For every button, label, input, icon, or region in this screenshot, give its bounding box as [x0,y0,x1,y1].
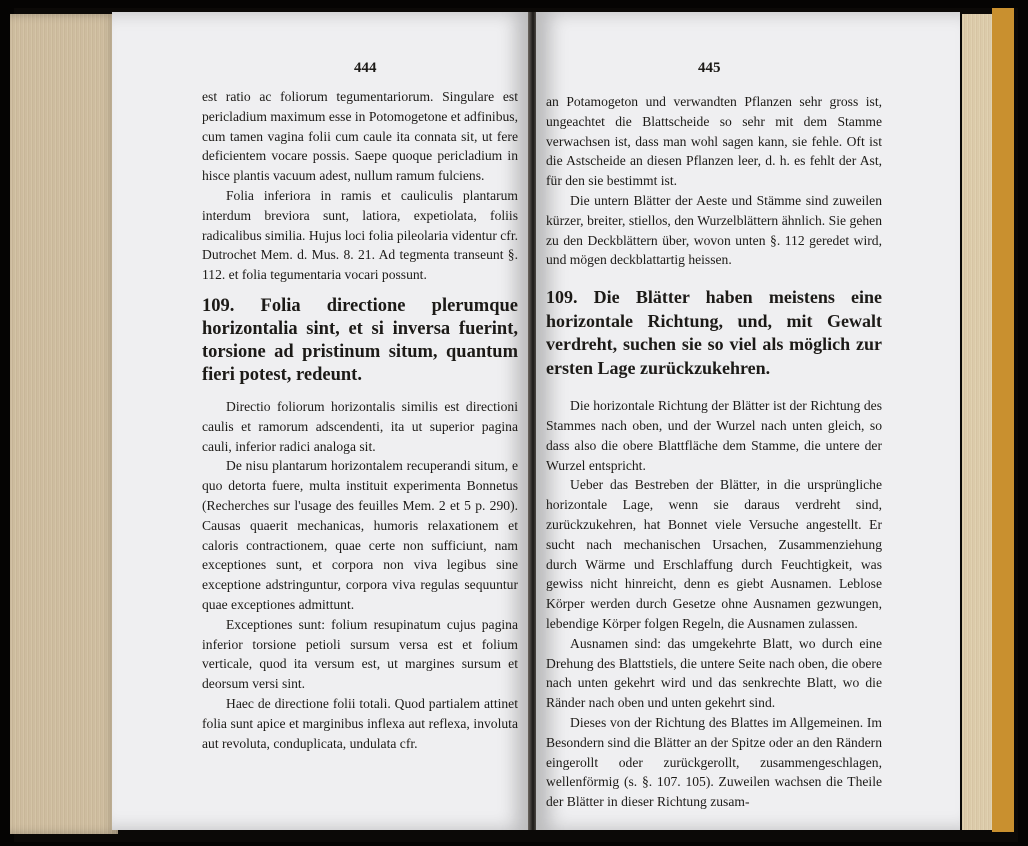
paragraph: est ratio ac foliorum tegumentariorum. Singulare est pericladium maximum esse in Potomogetone et adfinibus, cum tamen vagina folii cum caule ita connata sit, ut fere deficientem vocare possis. Saepe quoque pericladium in hisce plantis vacuum adest, nullum ramum fulciens. [202,89,518,184]
section-heading: 109. Die Blätter haben meistens eine horizontale Richtung, und, mit Gewalt verdreht, suchen sie so viel als möglich zur ersten Lage zurückzukehren. [546,287,882,378]
paragraph: Dieses von der Richtung des Blattes im Allgemeinen. Im Besondern sind die Blätter an der Spitze oder an den Rändern eingerollt oder zurückgerollt, zusammengeschlagen, wellenförmig (s. §. 107. 105). Zuweilen wachsen die Theile der Blätter in dieser Richtung zusam- [546,714,882,810]
paragraph: Exceptiones sunt: folium resupinatum cujus pagina inferior torsione petioli sursum versa est et folium verticale, quod ita versum est, ut margines sursum et deorsum versi sint. [202,616,518,692]
page-number: 445 [698,60,721,76]
paragraph: Folia inferiora in ramis et cauliculis plantarum interdum breviora sunt, latiora, expetiolata, foliis radicalibus similia. Hujus loci folia pileolaria videntur cfr. Dutrochet Mem. d. Mus. 8. 21. Ad tegmenta transeunt §. 112. et folia tegumentaria vocari possunt. [202,187,518,283]
paragraph: Die horizontale Richtung der Blätter ist der Richtung des Stammes nach oben, und der Wurzel nach unten gleich, so dass also die obere Blattfläche dem Stamme, die untere der Wurzel entspricht. [546,398,882,473]
right-page [536,12,960,830]
paragraph: Die untern Blätter der Aeste und Stämme sind zuweilen kürzer, breiter, stiellos, den Wurzelblättern ähnlich. Sie gehen zu den Deckblättern über, wovon unten §. 112 geredet wird, und mögen deckblattartig heissen. [546,192,882,268]
page-text [202,87,518,753]
paragraph: Haec de directione folii totali. Quod partialem attinet folia sunt apice et marginibus inflexa aut reflexa, involuta aut revoluta, conduplicata, undulata cfr. [202,695,518,751]
page-number: 444 [354,60,377,76]
page-edges-left [10,14,118,834]
paragraph: De nisu plantarum horizontalem recuperandi situm, e quo detorta fuere, multa instituit experimenta Bonnetus (Recherches sur l'usage des feuilles Mem. 2 et 5 p. 290). Causas quaerit mechanicas, humoris relaxationem et caloris contractionem, quae certe non sufficiunt, nam exceptiones sunt, et corpora non viva legibus sine exceptione adstringuntur, corpora viva regulas sequuntur quae exceptiones admittunt. [202,458,518,612]
left-page [112,12,530,830]
page-text [546,92,882,812]
paragraph: Ausnamen sind: das umgekehrte Blatt, wo durch eine Drehung des Blattstiels, die untere Seite nach oben, die obere nach unten gekehrt wird und das senkrechte Blatt, wo die Ränder nach oben und unten gekehrt sind. [546,635,882,711]
book-cover-right [992,8,1014,832]
paragraph: an Potamogeton und verwandten Pflanzen sehr gross ist, ungeachtet die Blattscheide so sehr mit dem Stamme verwachsen ist, dass man wohl sagen kann, sie fehle. Oft ist die Astscheide an diesen Pflanzen leer, d. h. es fehlt der Ast, für den sie bestimmt ist. [546,94,882,189]
section-heading: 109. Folia directione plerumque horizontalia sint, et si inversa fuerint, torsione ad pristinum situm, quantum fieri potest, redeunt. [202,295,518,385]
paragraph: Ueber das Bestreben der Blätter, in die ursprüngliche horizontale Lage, wenn sie daraus verdreht sind, zurückzukehren, hat Bonnet viele Versuche angestellt. Er sucht nach mechanischen Ursachen, Zusammenziehung durch Wärme und Erschlaffung durch Feuchtigkeit, was gewiss nicht hinreicht, denn es giebt Ausnamen. Leblose Körper werden durch Gesetze ohne Ausnamen gezwungen, lebendige Körper folgen Regeln, die Ausnamen zulassen. [546,477,882,631]
paragraph: Directio foliorum horizontalis similis est directioni caulis et ramorum adscendenti, ita ut superior pagina cauli, inferior radici analoga sit. [202,398,518,454]
